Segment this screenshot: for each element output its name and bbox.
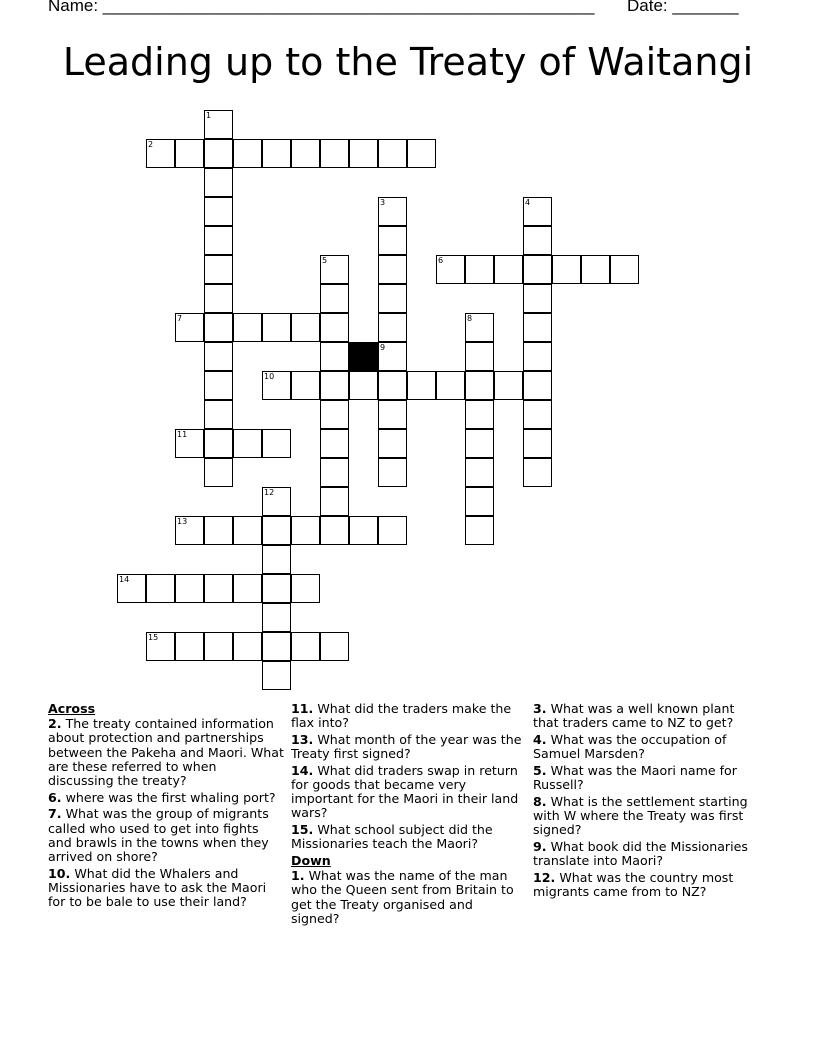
grid-cell[interactable] xyxy=(262,516,291,545)
grid-cell[interactable] xyxy=(262,371,291,400)
black-cell xyxy=(349,342,378,371)
clue-down-1: 1. What was the name of the man who the Queen sent from Britain to get the Treaty organised and signed? xyxy=(291,868,514,926)
grid-cell[interactable] xyxy=(320,342,349,371)
clue-down-3: 3. What was a well known plant that traders came to NZ to get? xyxy=(533,701,735,731)
down-heading: Down xyxy=(291,853,331,869)
grid-cell[interactable] xyxy=(523,226,552,255)
grid-cell[interactable] xyxy=(291,371,320,400)
clue-across-13: 13. What month of the year was the Treaty first signed? xyxy=(291,731,522,762)
grid-cell[interactable] xyxy=(204,632,233,661)
grid-cell[interactable] xyxy=(407,371,436,400)
grid-cell[interactable] xyxy=(378,371,407,400)
grid-cell[interactable] xyxy=(204,168,233,197)
grid-cell[interactable] xyxy=(204,255,233,284)
grid-cell[interactable] xyxy=(465,313,494,342)
clue-number: 15 xyxy=(148,633,159,642)
grid-cell[interactable] xyxy=(436,255,465,284)
grid-cell[interactable] xyxy=(204,458,233,487)
grid-cell[interactable] xyxy=(378,139,407,168)
grid-cell[interactable] xyxy=(320,487,349,516)
clue-number: 1 xyxy=(206,111,212,120)
clue-number: 3 xyxy=(380,198,386,207)
grid-cell[interactable] xyxy=(204,516,233,545)
grid-cell[interactable] xyxy=(465,342,494,371)
grid-cell[interactable] xyxy=(349,516,378,545)
clues-column-3 xyxy=(533,702,763,902)
grid-cell[interactable] xyxy=(175,429,204,458)
grid-cell[interactable] xyxy=(581,255,610,284)
grid-cell[interactable] xyxy=(378,226,407,255)
clue-number: 6 xyxy=(438,256,444,265)
clue-across-2: 2. The treaty contained information about protection and partnerships between the Pakeha and Maori. What are these referred to when discussing the treaty? xyxy=(48,716,284,789)
date-field-label: Date: _______ xyxy=(627,0,739,15)
clue-across-15: 15. What school subject did the Missionaries teach the Maori? xyxy=(291,822,493,852)
grid-cell[interactable] xyxy=(146,139,175,168)
grid-cell[interactable] xyxy=(465,429,494,458)
grid-cell[interactable] xyxy=(204,197,233,226)
grid-cell[interactable] xyxy=(378,458,407,487)
grid-cell[interactable] xyxy=(291,139,320,168)
grid-cell[interactable] xyxy=(523,255,552,284)
clue-down-8: 8. What is the settlement starting with W where the Treaty was first signed? xyxy=(533,793,748,838)
grid-cell[interactable] xyxy=(349,139,378,168)
grid-cell[interactable] xyxy=(204,429,233,458)
grid-cell[interactable] xyxy=(204,313,233,342)
grid-cell[interactable] xyxy=(233,516,262,545)
grid-cell[interactable] xyxy=(378,313,407,342)
grid-cell[interactable] xyxy=(291,516,320,545)
grid-cell[interactable] xyxy=(320,632,349,661)
grid-cell[interactable] xyxy=(523,197,552,226)
grid-cell[interactable] xyxy=(262,313,291,342)
grid-cell[interactable] xyxy=(465,516,494,545)
grid-cell[interactable] xyxy=(320,284,349,313)
clue-down-4: 4. What was the occupation of Samuel Marsden? xyxy=(533,731,727,762)
grid-cell[interactable] xyxy=(204,284,233,313)
grid-cell[interactable] xyxy=(175,516,204,545)
clue-number: 10 xyxy=(264,372,275,381)
grid-cell[interactable] xyxy=(262,487,291,516)
clue-number: 13 xyxy=(177,517,188,526)
grid-cell[interactable] xyxy=(146,632,175,661)
clue-down-5: 5. What was the Maori name for Russell? xyxy=(533,762,737,793)
grid-cell[interactable] xyxy=(407,139,436,168)
clue-across-6: 6. where was the first whaling port? xyxy=(48,789,276,805)
clue-number: 8 xyxy=(467,314,473,323)
grid-cell[interactable] xyxy=(204,574,233,603)
grid-cell[interactable] xyxy=(204,226,233,255)
grid-cell[interactable] xyxy=(465,400,494,429)
grid-cell[interactable] xyxy=(523,342,552,371)
grid-cell[interactable] xyxy=(175,139,204,168)
clue-number: 5 xyxy=(322,256,328,265)
clue-down-12: 12. What was the country most migrants came from to NZ? xyxy=(533,869,734,899)
grid-cell[interactable] xyxy=(204,400,233,429)
clue-across-14: 14. What did traders swap in return for goods that became very important for the Maori in their land wars? xyxy=(291,762,519,821)
grid-cell[interactable] xyxy=(436,371,465,400)
grid-cell[interactable] xyxy=(378,429,407,458)
grid-cell[interactable] xyxy=(175,574,204,603)
grid-cell[interactable] xyxy=(204,110,233,139)
grid-cell[interactable] xyxy=(523,284,552,313)
grid-cell[interactable] xyxy=(320,313,349,342)
grid-cell[interactable] xyxy=(204,139,233,168)
grid-cell[interactable] xyxy=(204,371,233,400)
clue-number: 12 xyxy=(264,488,275,497)
grid-cell[interactable] xyxy=(610,255,639,284)
clue-number: 4 xyxy=(525,198,531,207)
grid-cell[interactable] xyxy=(233,313,262,342)
grid-cell[interactable] xyxy=(291,574,320,603)
grid-cell[interactable] xyxy=(523,429,552,458)
grid-cell[interactable] xyxy=(523,313,552,342)
grid-cell[interactable] xyxy=(378,516,407,545)
clue-across-7: 7. What was the group of migrants called who used to get into fights and brawls in the towns when they arrived on shore? xyxy=(48,806,269,865)
grid-cell[interactable] xyxy=(117,574,146,603)
grid-cell[interactable] xyxy=(465,255,494,284)
grid-cell[interactable] xyxy=(320,458,349,487)
grid-cell[interactable] xyxy=(233,632,262,661)
clue-number: 2 xyxy=(148,140,154,149)
grid-cell[interactable] xyxy=(349,371,378,400)
grid-cell[interactable] xyxy=(262,661,291,690)
grid-cell[interactable] xyxy=(262,429,291,458)
grid-cell[interactable] xyxy=(262,139,291,168)
grid-cell[interactable] xyxy=(262,603,291,632)
grid-cell[interactable] xyxy=(523,400,552,429)
clue-down-9: 9. What book did the Missionaries translate into Maori? xyxy=(533,838,748,869)
clue-number: 7 xyxy=(177,314,183,323)
clues-column-1 xyxy=(48,702,284,912)
grid-cell[interactable] xyxy=(175,313,204,342)
clue-across-11: 11. What did the traders make the flax into? xyxy=(291,701,512,731)
grid-cell[interactable] xyxy=(320,371,349,400)
grid-cell[interactable] xyxy=(523,371,552,400)
name-field-label: Name: ____________________________________________________ xyxy=(48,0,595,15)
clues-column-2 xyxy=(291,702,523,929)
grid-cell[interactable] xyxy=(175,632,204,661)
grid-cell[interactable] xyxy=(465,371,494,400)
grid-cell[interactable] xyxy=(262,574,291,603)
grid-cell[interactable] xyxy=(378,284,407,313)
grid-cell[interactable] xyxy=(465,458,494,487)
grid-cell[interactable] xyxy=(146,574,175,603)
grid-cell[interactable] xyxy=(291,632,320,661)
grid-cell[interactable] xyxy=(320,429,349,458)
page-title: Leading up to the Treaty of Waitangi xyxy=(62,40,754,84)
grid-cell[interactable] xyxy=(233,429,262,458)
grid-cell[interactable] xyxy=(552,255,581,284)
across-heading: Across xyxy=(48,701,96,716)
grid-cell[interactable] xyxy=(378,400,407,429)
clue-across-10: 10. What did the Whalers and Missionaries have to ask the Maori for to be bale to use their land? xyxy=(48,865,267,910)
grid-cell[interactable] xyxy=(378,255,407,284)
grid-cell[interactable] xyxy=(291,313,320,342)
grid-cell[interactable] xyxy=(523,458,552,487)
grid-cell[interactable] xyxy=(233,574,262,603)
grid-cell[interactable] xyxy=(204,342,233,371)
grid-cell[interactable] xyxy=(262,632,291,661)
grid-cell[interactable] xyxy=(320,139,349,168)
grid-cell[interactable] xyxy=(378,342,407,371)
grid-cell[interactable] xyxy=(233,139,262,168)
grid-cell[interactable] xyxy=(494,255,523,284)
grid-cell[interactable] xyxy=(378,197,407,226)
grid-cell[interactable] xyxy=(320,516,349,545)
clue-number: 9 xyxy=(380,343,386,352)
clue-number: 11 xyxy=(177,430,188,439)
grid-cell[interactable] xyxy=(494,371,523,400)
grid-cell[interactable] xyxy=(262,545,291,574)
clue-number: 14 xyxy=(119,575,130,584)
grid-cell[interactable] xyxy=(465,487,494,516)
grid-cell[interactable] xyxy=(320,255,349,284)
grid-cell[interactable] xyxy=(320,400,349,429)
